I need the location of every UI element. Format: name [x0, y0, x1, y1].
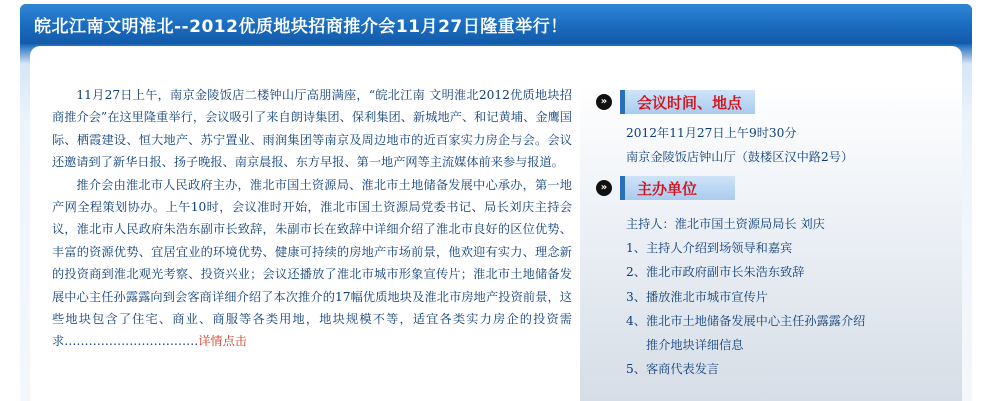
meeting-place: 南京金陵饭店钟山厅（鼓楼区汉中路2号） — [626, 150, 854, 164]
article-paragraph-2-text: 推介会由淮北市人民政府主办，淮北市国土资源局、淮北市土地储备发展中心承办，第一地产网全程策划协办。上午10时，会议准时开始，淮北市国土资源局党委书记、局长刘庆主持会议，淮北市人民政府朱浩东副市长致辞，朱副市长在致辞中详细介绍了淮北市良好的区位优势、丰富的资源优势、宜居宜业的环境优势、健康可持续的房地产市场前景，他欢迎有实力、理念新的投资商到淮北观光考察、投资兴业；会议还播放了淮北市城市形象宣传片；淮北市土地储备发展中心主任孙露露向到会客商详细介绍了本次推介的17幅优质地块及淮北市房地产投资前景，这些地块包含了住宅、商业、商服等各类用地，地块规模不等，适宜各类实力房企的投资需求 — [52, 177, 572, 349]
double-chevron-right-icon: » — [596, 94, 612, 110]
meeting-time: 2012年11月27日上午9时30分 — [626, 126, 797, 140]
host-line: 主持人：淮北市国土资源局局长 刘庆 — [626, 217, 825, 231]
article-paragraph-1: 11月27日上午，南京金陵饭店二楼钟山厅高朋满座，“皖北江南 文明淮北2012优质地块招商推介会”在这里隆重举行，会议吸引了来自朗诗集团、保利集团、新城地产、和记黄埔、金鹰国际、栖霞建设、恒大地产、苏宁置业、雨润集团等南京及周边地市的近百家实力房企与会。会议还邀请到了新华日报、扬子晚报、南京晨报、东方早报、第一地产网等主流媒体前来参与报道。 — [52, 88, 572, 170]
ellipsis: …………………………… — [64, 334, 199, 349]
section-tag — [620, 176, 735, 200]
agenda-item-continued: 推介地块详细信息 — [646, 338, 744, 353]
details-link[interactable]: 详情点击 — [198, 334, 247, 349]
agenda-list — [626, 212, 865, 381]
section-heading-meeting: 会议时间、地点 — [637, 94, 743, 112]
section-tag — [620, 90, 755, 114]
section-heading-organizer: 主办单位 — [637, 180, 698, 198]
agenda-item: 5、客商代表发言 — [626, 362, 720, 377]
section-header-organizer — [596, 176, 796, 202]
article-paragraph-2 — [52, 174, 572, 353]
section-header-meeting — [596, 90, 796, 116]
agenda-item: 3、播放淮北市城市宣传片 — [626, 289, 768, 304]
page-title: 皖北江南文明淮北--2012优质地块招商推介会11月27日隆重举行！ — [34, 17, 568, 37]
article-body — [52, 84, 572, 353]
agenda-item: 4、淮北市土地储备发展中心主任孙露露介绍 — [626, 313, 866, 328]
agenda-item: 1、主持人介绍到场领导和嘉宾 — [626, 241, 793, 256]
double-chevron-right-icon: » — [596, 180, 612, 196]
agenda-item: 2、淮北市政府副市长朱浩东致辞 — [626, 265, 805, 280]
